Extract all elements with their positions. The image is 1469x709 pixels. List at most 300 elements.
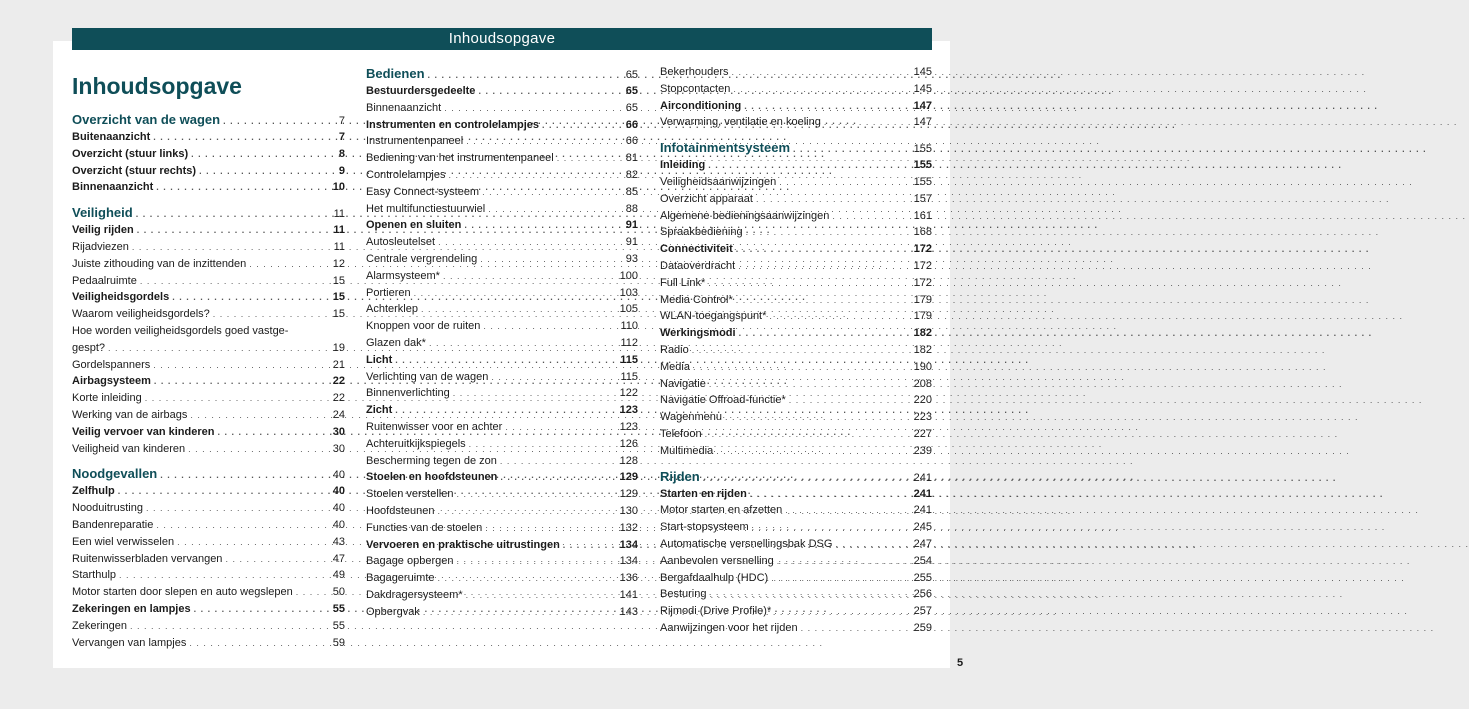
dot-leader	[692, 342, 911, 359]
toc-entry-page: 100	[619, 269, 638, 282]
toc-entry-page: 49	[332, 569, 345, 582]
toc-entries	[366, 64, 638, 621]
dot-leader	[438, 234, 617, 251]
toc-entry-page: 59	[332, 636, 345, 649]
dot-leader	[483, 318, 617, 335]
toc-entry-page: 10	[332, 181, 345, 194]
dot-leader	[438, 570, 617, 587]
toc-entry[interactable]	[366, 318, 638, 335]
toc-entry-label: Veiligheid van kinderen	[72, 442, 186, 455]
dot-leader	[429, 335, 617, 352]
toc-entry[interactable]	[660, 325, 932, 342]
toc-entry-label: Infotainmentsysteem	[660, 140, 791, 156]
toc-entry-label: Instrumenten en controlelampjes	[366, 118, 539, 131]
toc-entry-page: 172	[913, 259, 932, 272]
toc-entry-page: 22	[332, 375, 345, 388]
dot-leader	[153, 129, 324, 146]
toc-entry-page: 66	[625, 135, 638, 148]
toc-entry[interactable]	[366, 285, 638, 302]
toc-chapter[interactable]	[72, 464, 345, 483]
toc-entry-label: Dakdragersysteem*	[366, 588, 463, 601]
toc-entry[interactable]	[660, 502, 932, 519]
toc-entry-page: 179	[913, 310, 932, 323]
dot-leader	[716, 443, 910, 460]
toc-entry[interactable]	[366, 419, 638, 436]
toc-entry-page: 85	[625, 185, 638, 198]
dot-leader	[725, 409, 911, 426]
toc-entry[interactable]	[366, 369, 638, 386]
toc-entry-label-line: Hoe worden veiligheidsgordels goed vastge-	[72, 324, 289, 337]
toc-entry-page: 15	[332, 274, 345, 287]
dot-leader	[835, 536, 910, 553]
toc-entry-label: Zicht	[366, 404, 393, 417]
toc-entry[interactable]	[72, 424, 345, 441]
dot-leader	[153, 357, 324, 374]
toc-entry[interactable]	[72, 601, 345, 618]
dot-leader	[296, 584, 324, 601]
toc-entry-page: 40	[332, 502, 345, 515]
dot-leader	[438, 503, 617, 520]
dot-leader	[119, 567, 324, 584]
toc-entry-page: 30	[332, 442, 345, 455]
dot-leader	[491, 369, 617, 386]
toc-entry-label: Achterklep	[366, 303, 418, 316]
dot-leader	[118, 483, 324, 500]
toc-entry-page: 93	[625, 252, 638, 265]
toc-entry-page: 220	[913, 394, 932, 407]
toc-entries	[72, 110, 345, 651]
toc-entry-label: Overzicht van de wagen	[72, 112, 221, 127]
dot-leader	[395, 402, 616, 419]
toc-entry[interactable]	[366, 570, 638, 587]
toc-entry[interactable]	[660, 443, 932, 460]
dot-leader	[421, 301, 617, 318]
toc-entry[interactable]	[366, 469, 638, 486]
toc-entry-label: Algemene bedieningsaanwijzingen	[660, 209, 830, 222]
toc-entry[interactable]	[660, 308, 932, 325]
toc-entry[interactable]	[72, 179, 345, 196]
toc-entry-page: 21	[332, 358, 345, 371]
toc-entry[interactable]	[366, 268, 638, 285]
toc-entry-label: Veiligheidsaanwijzingen	[660, 175, 777, 188]
toc-entry-label: Pedaalruimte	[72, 274, 137, 287]
toc-entry[interactable]	[660, 519, 932, 536]
dot-leader	[456, 486, 616, 503]
header-bar: Inhoudsopgave	[72, 28, 932, 50]
toc-entry-page: 91	[625, 236, 638, 249]
dot-leader	[752, 519, 911, 536]
toc-entries	[660, 64, 932, 637]
toc-entry-page: 126	[619, 437, 638, 450]
dot-leader	[480, 251, 617, 268]
dot-leader	[199, 163, 324, 180]
toc-entry-page: 11	[333, 240, 345, 253]
toc-entry-page: 8	[338, 147, 345, 160]
toc-chapter[interactable]	[660, 138, 932, 157]
dot-leader	[801, 620, 911, 637]
toc-entry[interactable]	[366, 385, 638, 402]
dot-leader	[146, 500, 324, 517]
toc-entry-page: 11	[333, 224, 345, 237]
toc-entry[interactable]	[72, 483, 345, 500]
toc-entry-page: 91	[625, 219, 638, 232]
page-number: 5	[956, 657, 964, 669]
toc-entry[interactable]	[366, 234, 638, 251]
toc-entry-label: Buitenaanzicht	[72, 131, 151, 143]
dot-leader	[177, 534, 324, 551]
toc-entry[interactable]	[660, 191, 932, 208]
dot-leader	[448, 167, 617, 184]
dot-leader	[140, 273, 324, 290]
dot-leader	[453, 385, 617, 402]
toc-entry-label: WLAN-toegangspunt*	[660, 310, 767, 323]
toc-entry[interactable]	[660, 114, 932, 131]
toc-column-3	[660, 64, 932, 637]
dot-leader	[500, 453, 617, 470]
toc-entry-label: Motor starten door slepen en auto wegslepen	[72, 586, 293, 599]
toc-entry[interactable]	[366, 100, 638, 117]
toc-entry-page: 155	[913, 143, 932, 156]
toc-entry[interactable]	[660, 81, 932, 98]
toc-chapter[interactable]	[72, 110, 345, 129]
toc-entry-label: Knoppen voor de ruiten	[366, 320, 481, 333]
toc-entry-page: 256	[913, 588, 932, 601]
dot-leader	[774, 603, 910, 620]
toc-entry[interactable]	[366, 402, 638, 419]
toc-entry[interactable]	[72, 163, 345, 180]
toc-entry[interactable]	[72, 340, 345, 357]
toc-entry-page: 65	[625, 85, 638, 97]
toc-entry-label: Rijmodi (Drive Profile)*	[660, 605, 772, 618]
toc-entry[interactable]	[366, 436, 638, 453]
toc-entry-label: Bediening van het instrumentenpaneel	[366, 152, 554, 165]
toc-entry[interactable]	[366, 133, 638, 150]
toc-entry[interactable]	[366, 352, 638, 369]
toc-entry-label: Het multifunctiestuurwiel	[366, 202, 486, 215]
toc-entry-page: 161	[913, 209, 932, 222]
dot-leader	[557, 150, 617, 167]
toc-entry[interactable]	[366, 520, 638, 537]
dot-leader	[466, 587, 617, 604]
toc-entry[interactable]	[366, 335, 638, 352]
toc-entry-page: 30	[332, 425, 345, 438]
toc-entry-label: Verwarming, ventilatie en koeling	[660, 116, 821, 129]
dot-leader	[444, 100, 617, 117]
toc-entry[interactable]	[72, 407, 345, 424]
toc-entry-label: Controlelampjes	[366, 168, 446, 181]
toc-entry[interactable]	[660, 258, 932, 275]
toc-entry[interactable]	[366, 167, 638, 184]
toc-entry[interactable]	[72, 517, 345, 534]
toc-entry-label: Connectiviteit	[660, 243, 733, 256]
toc-entry-label: Motor starten en afzetten	[660, 504, 783, 517]
dot-leader	[708, 275, 910, 292]
toc-entry[interactable]	[660, 603, 932, 620]
dot-leader	[746, 224, 911, 241]
toc-entry-page: 112	[620, 336, 638, 349]
toc-entry-page: 182	[913, 327, 932, 340]
toc-entry[interactable]	[660, 292, 932, 309]
page-title: Inhoudsopgave	[72, 73, 242, 99]
toc-entry[interactable]	[366, 587, 638, 604]
toc-entry[interactable]	[366, 537, 638, 554]
toc-entry-page: 24	[332, 408, 345, 421]
toc-entry-page: 15	[332, 308, 345, 321]
toc-entry-page: 7	[338, 115, 345, 127]
toc-entry-page: 66	[625, 118, 638, 131]
dot-leader	[563, 537, 617, 554]
dot-leader	[693, 359, 911, 376]
toc-entry-label: Bagageruimte	[366, 572, 435, 585]
toc-entry[interactable]	[72, 129, 345, 146]
toc-entry[interactable]	[660, 570, 932, 587]
toc-entry-label: Navigatie	[660, 377, 706, 390]
dot-leader	[488, 201, 617, 218]
toc-entry-page: 22	[332, 392, 345, 405]
toc-entry-label: Airbagsysteem	[72, 375, 151, 388]
dot-leader	[136, 203, 324, 224]
toc-entry-label: Besturing	[660, 588, 707, 601]
toc-entry[interactable]	[72, 373, 345, 390]
toc-entry-page: 115	[620, 353, 638, 366]
toc-entry[interactable]	[660, 241, 932, 258]
toc-entry-label: Nooduitrusting	[72, 502, 143, 515]
toc-entry-label: Korte inleiding	[72, 392, 142, 405]
toc-entry-label: Aanwijzingen voor het rijden	[660, 621, 798, 634]
dot-leader	[736, 241, 911, 258]
toc-entry-label: Start-stopsysteem	[660, 521, 749, 534]
toc-entry[interactable]	[366, 83, 638, 100]
toc-entry[interactable]	[660, 208, 932, 225]
toc-entry[interactable]	[660, 426, 932, 443]
toc-entry-page: 50	[332, 586, 345, 599]
toc-entry-label: Overzicht (stuur rechts)	[72, 164, 197, 177]
toc-chapter[interactable]	[366, 64, 638, 83]
dot-leader	[733, 81, 910, 98]
toc-entry-label: Gordelspanners	[72, 358, 151, 371]
toc-entry-page: 12	[332, 257, 345, 270]
toc-entry[interactable]	[660, 553, 932, 570]
dot-leader	[709, 376, 911, 393]
toc-entry[interactable]	[72, 567, 345, 584]
toc-entry-label: Starthulp	[72, 569, 117, 582]
dot-leader	[485, 520, 616, 537]
toc-entry[interactable]	[72, 500, 345, 517]
toc-entry[interactable]	[366, 150, 638, 167]
toc-entry-page: 128	[619, 454, 638, 467]
dot-leader	[172, 289, 324, 306]
dot-leader	[191, 146, 324, 163]
toc-entry[interactable]	[660, 174, 932, 191]
dot-leader	[793, 138, 911, 159]
toc-entry-label: Instrumentenpaneel	[366, 135, 464, 148]
toc-entry[interactable]	[72, 390, 345, 407]
toc-entry[interactable]	[72, 635, 345, 652]
toc-entry-label: Portieren	[366, 286, 411, 299]
toc-entry-page: 155	[913, 159, 932, 172]
toc-entry[interactable]	[660, 359, 932, 376]
toc-entry[interactable]	[366, 553, 638, 570]
toc-entry-page: 105	[619, 303, 638, 316]
toc-entry-page: 82	[625, 168, 638, 181]
toc-entry-label: Rijden	[660, 468, 700, 484]
toc-entry-page: 227	[913, 427, 932, 440]
toc-entry-page: 19	[332, 341, 345, 354]
toc-entry-label: Airconditioning	[660, 99, 742, 112]
toc-entry-page: 134	[619, 538, 638, 551]
toc-entry[interactable]	[72, 146, 345, 163]
toc-entry[interactable]	[660, 409, 932, 426]
toc-entry[interactable]	[72, 222, 345, 239]
dot-leader	[145, 390, 324, 407]
toc-entry[interactable]	[660, 392, 932, 409]
toc-entry-label: Ruitenwisserbladen vervangen	[72, 552, 223, 565]
dot-leader	[137, 222, 324, 239]
toc-entry[interactable]	[660, 224, 932, 241]
toc-entry[interactable]	[660, 620, 932, 637]
toc-entry-label: Autosleutelset	[366, 236, 436, 249]
toc-entry[interactable]	[72, 306, 345, 323]
toc-entry-label: Overzicht apparaat	[660, 192, 753, 205]
toc-entry[interactable]	[660, 586, 932, 603]
toc-entry[interactable]	[660, 486, 932, 503]
toc-entry[interactable]	[72, 551, 345, 568]
toc-entry-label: Een wiel verwisselen	[72, 535, 175, 548]
dot-leader	[736, 292, 911, 309]
toc-entry-label: Veiligheid	[72, 205, 133, 221]
toc-entry[interactable]	[660, 98, 932, 115]
toc-entry[interactable]	[366, 604, 638, 621]
toc-entry[interactable]	[660, 275, 932, 292]
toc-entry[interactable]	[660, 342, 932, 359]
toc-entry-page: 239	[913, 444, 932, 457]
toc-entry[interactable]	[366, 217, 638, 234]
toc-entry[interactable]	[72, 534, 345, 551]
toc-entry-label: Stoelen verstellen	[366, 488, 454, 501]
toc-chapter[interactable]	[660, 467, 932, 486]
dot-leader	[190, 407, 324, 424]
toc-entry-page: 40	[332, 518, 345, 531]
toc-entry-label: Zekeringen en lampjes	[72, 602, 191, 615]
toc-entry-label: Functies van de stoelen	[366, 521, 483, 534]
toc-chapter[interactable]	[72, 203, 345, 222]
dot-leader	[482, 184, 617, 201]
toc-entry-page: 55	[332, 619, 345, 632]
toc-entry-label: Werking van de airbags	[72, 408, 188, 421]
toc-entry[interactable]	[72, 441, 345, 458]
toc-entry-label: Automatische versnellingsbak DSG	[660, 537, 833, 550]
toc-entry-label: Binnenaanzicht	[366, 101, 442, 114]
toc-entry-label: Easy Connect-systeem	[366, 185, 480, 198]
toc-entry-page: 136	[619, 572, 638, 585]
toc-entry-label: Media	[660, 360, 690, 373]
toc-entry-label: Opbergvak	[366, 605, 420, 618]
toc-entry[interactable]	[366, 453, 638, 470]
toc-entry-page: 208	[913, 377, 932, 390]
dot-leader	[160, 464, 324, 485]
toc-entry-page: 40	[332, 469, 345, 482]
dot-leader	[132, 239, 324, 256]
toc-entry[interactable]	[72, 256, 345, 273]
toc-entry-label: Licht	[366, 353, 393, 366]
toc-column-2	[366, 64, 638, 621]
toc-entry-page: 88	[625, 202, 638, 215]
toc-entry-label: Glazen dak*	[366, 336, 426, 349]
toc-entry[interactable]	[366, 184, 638, 201]
toc-entry-page: 110	[620, 320, 638, 333]
toc-entry[interactable]	[72, 618, 345, 635]
toc-entry-label: Bescherming tegen de zon	[366, 454, 497, 467]
toc-entry[interactable]	[660, 64, 932, 81]
toc-entry[interactable]	[72, 289, 345, 306]
toc-entry[interactable]	[72, 273, 345, 290]
toc-entry-label: Veilig vervoer van kinderen	[72, 425, 215, 438]
toc-entry-page: 132	[619, 521, 638, 534]
dot-leader	[750, 486, 911, 503]
toc-entry-page: 155	[913, 175, 932, 188]
dot-leader	[194, 601, 324, 618]
toc-entry-page: 241	[913, 487, 932, 500]
toc-entry-page: 129	[619, 471, 638, 484]
toc-entry-page: 147	[913, 99, 932, 112]
toc-entry-page: 255	[913, 571, 932, 584]
dot-leader	[738, 258, 910, 275]
toc-column-1	[72, 64, 345, 651]
toc-entry[interactable]	[72, 357, 345, 374]
toc-entry[interactable]	[366, 301, 638, 318]
toc-entry-label: Starten en rijden	[660, 487, 747, 500]
dot-leader	[130, 618, 324, 635]
toc-entry[interactable]	[366, 201, 638, 218]
toc-entry[interactable]	[660, 536, 932, 553]
dot-leader	[108, 340, 324, 357]
toc-entry-label: Navigatie Offroad-functie*	[660, 394, 786, 407]
toc-entry-page: 141	[619, 588, 638, 601]
toc-entry-label: Spraakbediening	[660, 226, 743, 239]
toc-entry-page: 247	[913, 537, 932, 550]
toc-entry-page: 245	[913, 521, 932, 534]
dot-leader	[213, 306, 324, 323]
toc-entry-label: Alarmsysteem*	[366, 269, 440, 282]
toc-entry-page: 123	[619, 420, 638, 433]
toc-entry-label: Ruitenwisser voor en achter	[366, 420, 503, 433]
toc-entry[interactable]	[72, 584, 345, 601]
toc-entry-page: 15	[332, 291, 345, 304]
dot-leader	[428, 64, 617, 85]
dot-leader	[708, 157, 910, 174]
toc-entry[interactable]	[366, 486, 638, 503]
toc-entry-page: 179	[913, 293, 932, 306]
toc-entry-page: 145	[913, 66, 932, 78]
toc-entry-page: 254	[913, 554, 932, 567]
toc-entry[interactable]	[72, 239, 345, 256]
toc-entry-page: 7	[338, 131, 345, 143]
toc-entry[interactable]	[366, 117, 638, 134]
toc-entry[interactable]	[660, 157, 932, 174]
toc-entry-label: Bagage opbergen	[366, 555, 454, 568]
dot-leader	[769, 308, 910, 325]
toc-entry[interactable]	[660, 376, 932, 393]
toc-entry-label: Full Link*	[660, 276, 706, 289]
toc-entry-label: Stoelen en hoofdsteunen	[366, 471, 498, 484]
toc-entry-page: 182	[913, 343, 932, 356]
toc-entry-page: 147	[913, 116, 932, 129]
toc-entry[interactable]	[366, 251, 638, 268]
toc-entry-page: 81	[625, 152, 638, 165]
toc-entry[interactable]	[366, 503, 638, 520]
toc-entry-page: 241	[913, 471, 932, 484]
dot-leader	[249, 256, 324, 273]
